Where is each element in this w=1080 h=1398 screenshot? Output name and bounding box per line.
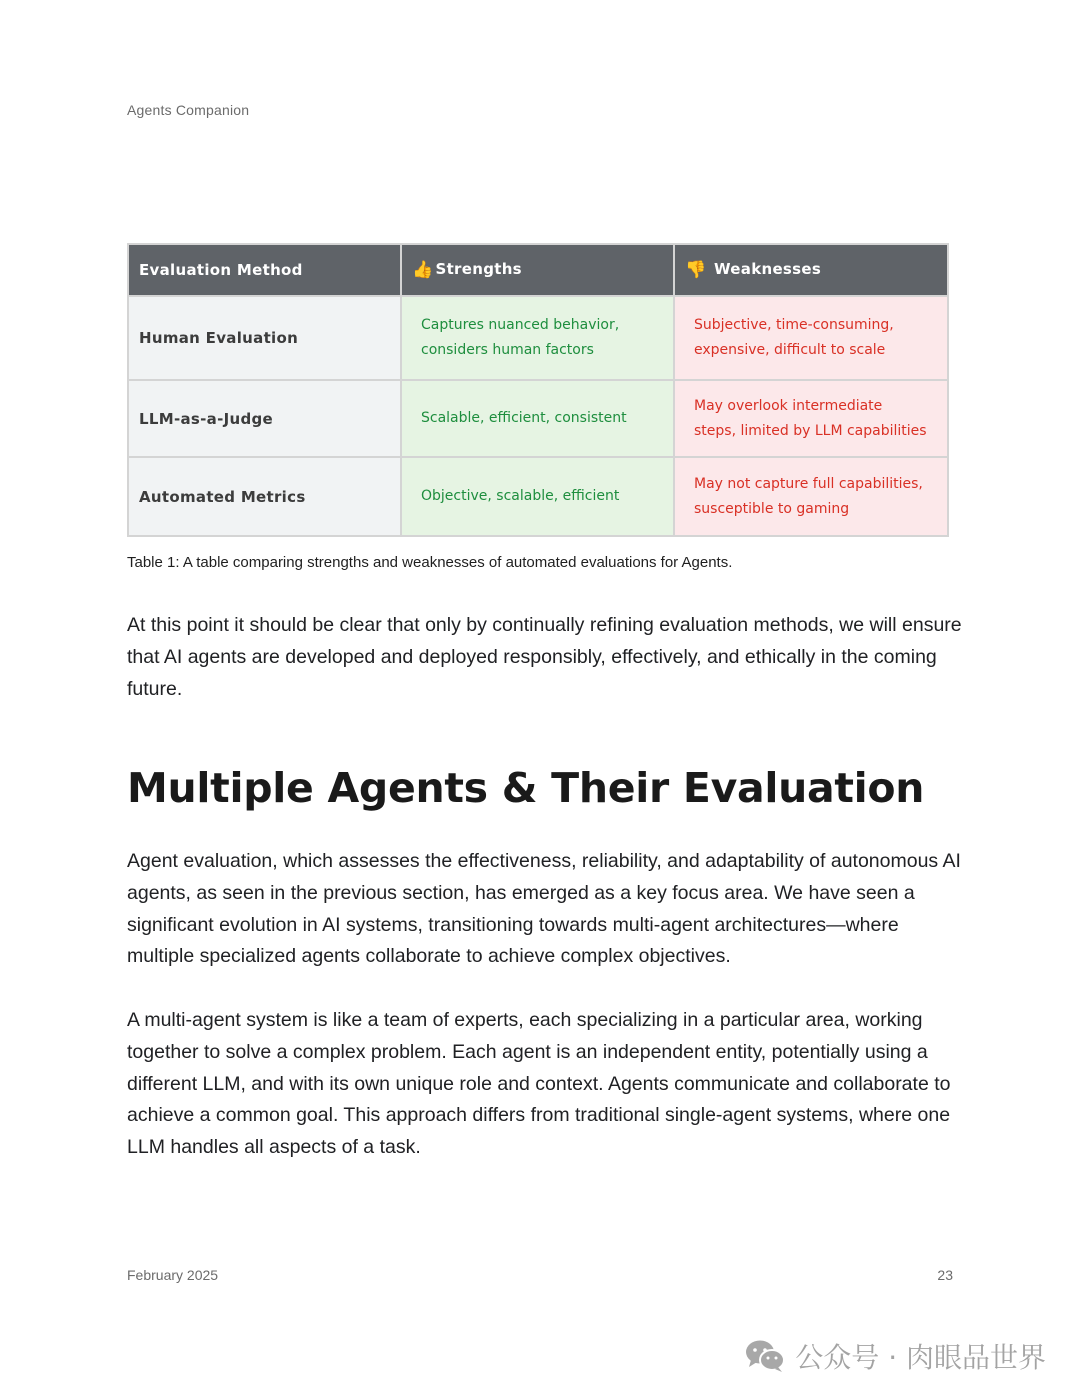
header-weaknesses xyxy=(674,244,948,296)
running-header: Agents Companion xyxy=(127,102,250,118)
body-paragraph: Agent evaluation, which assesses the effectiveness, reliability, and adaptability of autonomous AI agents, as seen in the previous section, has emerged as a key focus area. We have seen a significant evolution in AI systems, transitioning towards multi-agent architectures—where multiple specialized agents collaborate to achieve complex objectives. xyxy=(127,850,961,968)
table-row xyxy=(128,380,948,457)
method-cell: Human Evaluation xyxy=(128,296,401,380)
body-paragraph: A multi-agent system is like a team of experts, each specializing in a particular area, working together to solve a complex problem. Each agent is an independent entity, potentially using a different LLM, and with its own unique role and context. Agents communicate and collaborate to achieve a common goal. This approach differs from traditional single-agent systems, where one LLM handles all aspects of a task. xyxy=(127,1009,951,1159)
thumbs-up-icon: 👍 xyxy=(412,260,434,280)
header-method-label: Evaluation Method xyxy=(139,261,303,279)
thumbs-down-icon: 👎 xyxy=(685,260,707,280)
header-strengths xyxy=(401,244,674,296)
table-caption: Table 1: A table comparing strengths and weaknesses of automated evaluations for Agents. xyxy=(127,554,733,571)
watermark-text: 公众号 · 肉眼品世界 xyxy=(795,1341,1046,1374)
header-strengths-label: Strengths xyxy=(435,260,522,278)
footer-date: February 2025 xyxy=(127,1267,219,1283)
strength-cell: Objective, scalable, efficient xyxy=(401,457,674,536)
evaluation-comparison-table xyxy=(127,243,949,537)
strength-cell: Scalable, efficient, consistent xyxy=(401,380,674,457)
strength-cell: Captures nuanced behavior, considers human factors xyxy=(401,296,674,380)
table-header-row xyxy=(128,244,948,296)
body-paragraph: At this point it should be clear that only by continually refining evaluation methods, we will ensure that AI agents are developed and deployed responsibly, effectively, and ethically in the coming future. xyxy=(127,614,962,700)
weakness-cell: May not capture full capabilities, susceptible to gaming xyxy=(674,457,948,536)
header-evaluation-method xyxy=(128,244,401,296)
method-cell: LLM-as-a-Judge xyxy=(128,380,401,457)
section-title: Multiple Agents & Their Evaluation xyxy=(127,764,925,812)
table-row xyxy=(128,296,948,380)
weakness-cell: Subjective, time-consuming, expensive, difficult to scale xyxy=(674,296,948,380)
method-cell: Automated Metrics xyxy=(128,457,401,536)
watermark xyxy=(745,1336,1046,1376)
table-row xyxy=(128,457,948,536)
header-weaknesses-label: Weaknesses xyxy=(714,260,822,278)
page-number: 23 xyxy=(937,1267,953,1283)
weakness-cell: May overlook intermediate steps, limited by LLM capabilities xyxy=(674,380,948,457)
wechat-icon xyxy=(745,1339,785,1373)
